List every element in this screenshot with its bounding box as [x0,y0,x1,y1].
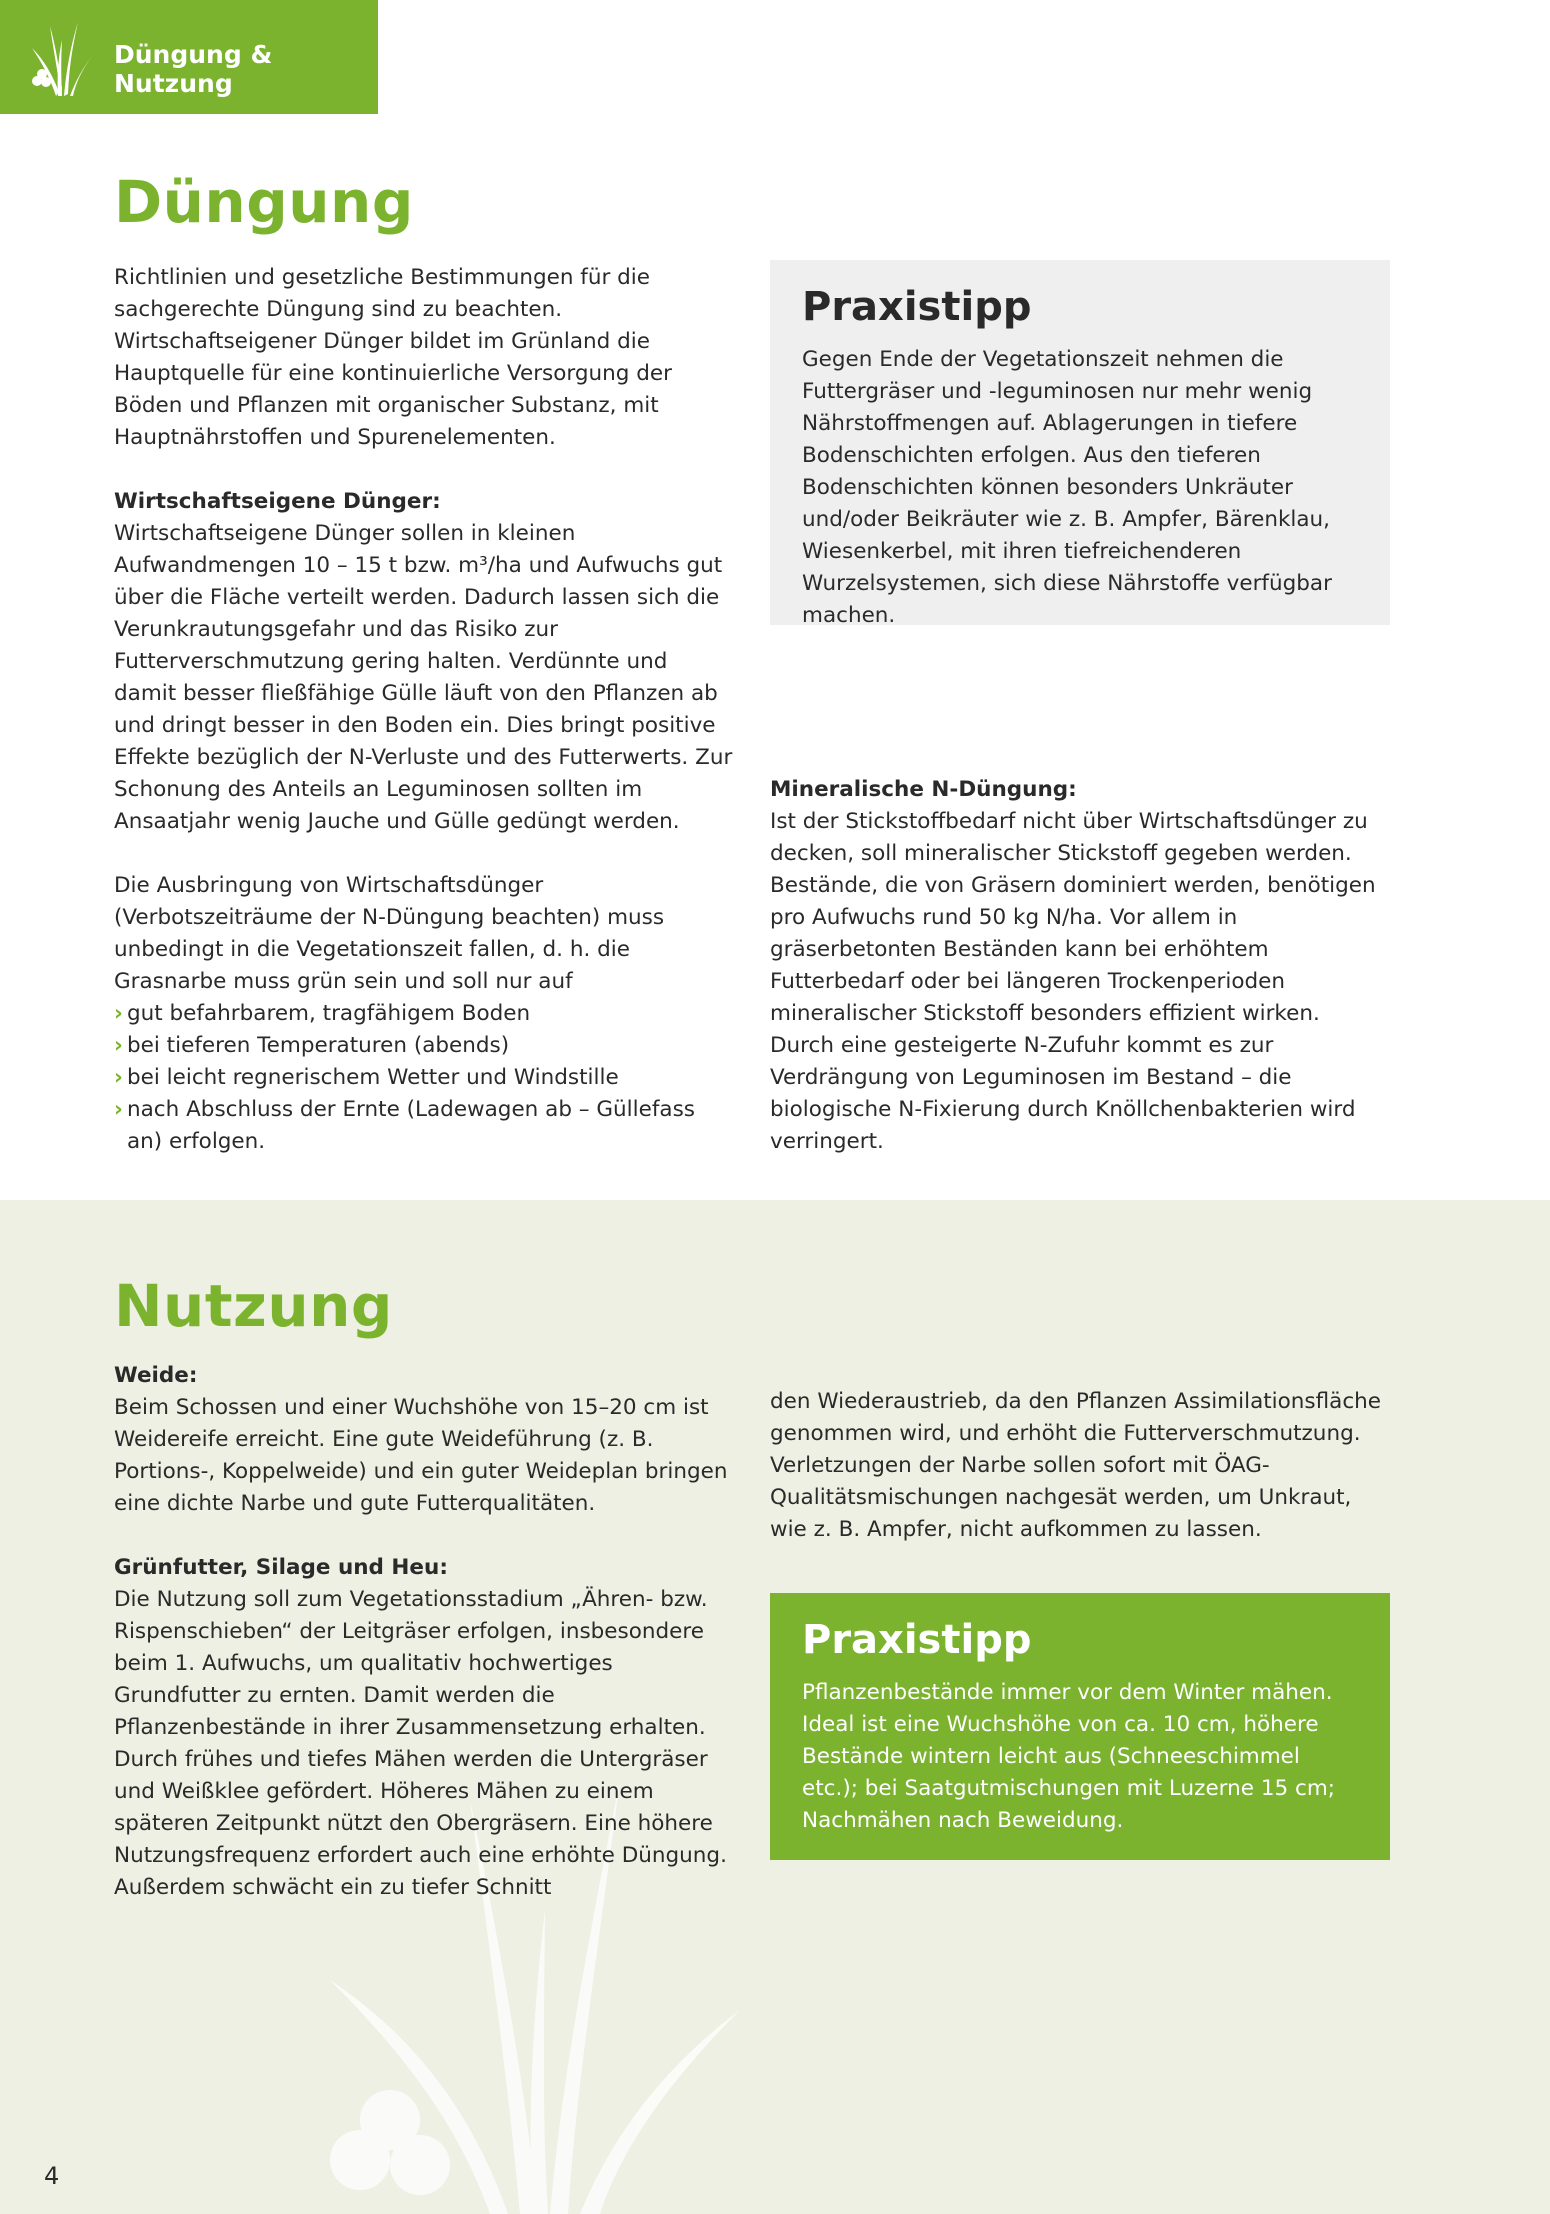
wirtschaft-heading: Wirtschaftseigene Dünger: [114,489,441,514]
nutzung-left-column [114,1360,734,1904]
duengung-left-column [114,262,734,1158]
weide-text: Beim Schossen und einer Wuchshöhe von 15–20 cm ist Weidereife erreicht. Eine gute Weideführung (z. B. Portions-, Koppelweide) und ein guter Weideplan bringen eine dichte Narbe und gute Futterqualitäten. [114,1395,728,1516]
wirtschaft-text: Wirtschaftseigene Dünger sollen in kleinen Aufwandmengen 10 – 15 t bzw. m³/ha und Aufwuchs gut über die Fläche verteilt werden. Dadurch lassen sich die Verunkrautungsgefahr und das Risiko zur Futterverschmutzung gering halten. Verdünnte und damit besser fließfähige Gülle läuft von den Pflanzen ab und dringt besser in den Boden ein. Dies bringt positive Effekte bezüglich der N-Verluste und des Futterwerts. Zur Schonung des Anteils an Leguminosen sollten im Ansaatjahr wenig Jauche und Gülle gedüngt werden. [114,521,733,834]
section-header-tab [0,0,378,114]
praxistipp-title: Praxistipp [802,1617,1032,1663]
weide-heading: Weide: [114,1363,198,1388]
header-title: Düngung & Nutzung [114,40,273,98]
praxistipp-text: Gegen Ende der Vegetationszeit nehmen die Futtergräser und -leguminosen nur mehr wenig Nährstoffmengen auf. Ablagerungen in tiefere Bodenschichten erfolgen. Aus den tieferen Bodenschichten können besonders Unkräuter und/oder Beikräuter wie z. B. Ampfer, Bärenklau, Wiesenkerbel, mit ihren tiefreichenderen Wurzelsystemen, sich diese Nährstoffe verfügbar machen. [802,347,1332,628]
gruenfutter-heading: Grünfutter, Silage und Heu: [114,1555,448,1580]
duengung-intro: Richtlinien und gesetzliche Bestimmungen für die sachgerechte Düngung sind zu beachten. Wirtschaftseigener Dünger bildet im Grünland die Hauptquelle für eine kontinuierliche Versorgung der Böden und Pflanzen mit organischer Substanz, mit Hauptnährstoffen und Spurenelementen. [114,265,672,450]
nutzung-heading: Nutzung [114,1272,393,1340]
duengung-heading: Düngung [114,168,414,236]
list-item: › nach Abschluss der Ernte (Ladewagen ab – Güllefass an) erfolgen. [114,1094,734,1158]
nutzung-continued-text: den Wiederaustrieb, da den Pflanzen Assimilationsfläche genommen wird, und erhöht die Futterverschmutzung. Verletzungen der Narbe sollen sofort mit ÖAG-Qualitätsmischungen nachgesät werden, um Unkraut, wie z. B. Ampfer, nicht aufkommen zu lassen. [770,1389,1382,1542]
praxistipp-box-nutzung [770,1593,1390,1860]
chevron-right-icon: › [114,1001,123,1026]
praxistipp-box-duengung [770,260,1390,628]
mineral-heading: Mineralische N-Düngung: [770,777,1077,802]
list-item: › bei tieferen Temperaturen (abends) [114,1030,734,1062]
mineral-column [770,774,1390,1158]
praxistipp-title: Praxistipp [802,284,1032,330]
chevron-right-icon: › [114,1097,123,1122]
list-item: › bei leicht regnerischem Wetter und Windstille [114,1062,734,1094]
chevron-right-icon: › [114,1065,123,1090]
list-item: › gut befahrbarem, tragfähigem Boden [114,998,734,1030]
ausbringung-text: Die Ausbringung von Wirtschaftsdünger (Verbotszeiträume der N-Düngung beachten) muss unbedingt in die Vegetationszeit fallen, d. h. die Grasnarbe muss grün sein und soll nur auf [114,873,665,994]
chevron-right-icon: › [114,1033,123,1058]
gruenfutter-text: Die Nutzung soll zum Vegetationsstadium „Ähren- bzw. Rispenschieben“ der Leitgräser erfolgen, insbesondere beim 1. Aufwuchs, um qualitativ hochwertiges Grundfutter zu ernten. Damit werden die Pflanzenbestände in ihrer Zusammensetzung erhalten. Durch frühes und tiefes Mähen werden die Untergräser und Weißklee gefördert. Höheres Mähen zu einem späteren Zeitpunkt nützt den Obergräsern. Eine höhere Nutzungsfrequenz erfordert auch eine erhöhte Düngung. Außerdem schwächt ein zu tiefer Schnitt [114,1587,727,1900]
page-number: 4 [44,2162,60,2190]
ausbringung-list [114,998,734,1158]
nutzung-right-column [770,1386,1390,1546]
praxistipp-text: Pflanzenbestände immer vor dem Winter mähen. Ideal ist eine Wuchshöhe von ca. 10 cm, höhere Bestände wintern leicht aus (Schneeschimmel etc.); bei Saatgutmischungen mit Luzerne 15 cm; Nachmähen nach Beweidung. [802,1680,1336,1833]
grass-icon [28,18,94,98]
mineral-text: Ist der Stickstoffbedarf nicht über Wirtschaftsdünger zu decken, soll mineralischer Stickstoff gegeben werden. Bestände, die von Gräsern dominiert werden, benötigen pro Aufwuchs rund 50 kg N/ha. Vor allem in gräserbetonten Beständen kann bei erhöhtem Futterbedarf oder bei längeren Trockenperioden mineralischer Stickstoff besonders effizient wirken. Durch eine gesteigerte N-Zufuhr kommt es zur Verdrängung von Leguminosen im Bestand – die biologische N-Fixierung durch Knöllchenbakterien wird verringert. [770,809,1376,1154]
